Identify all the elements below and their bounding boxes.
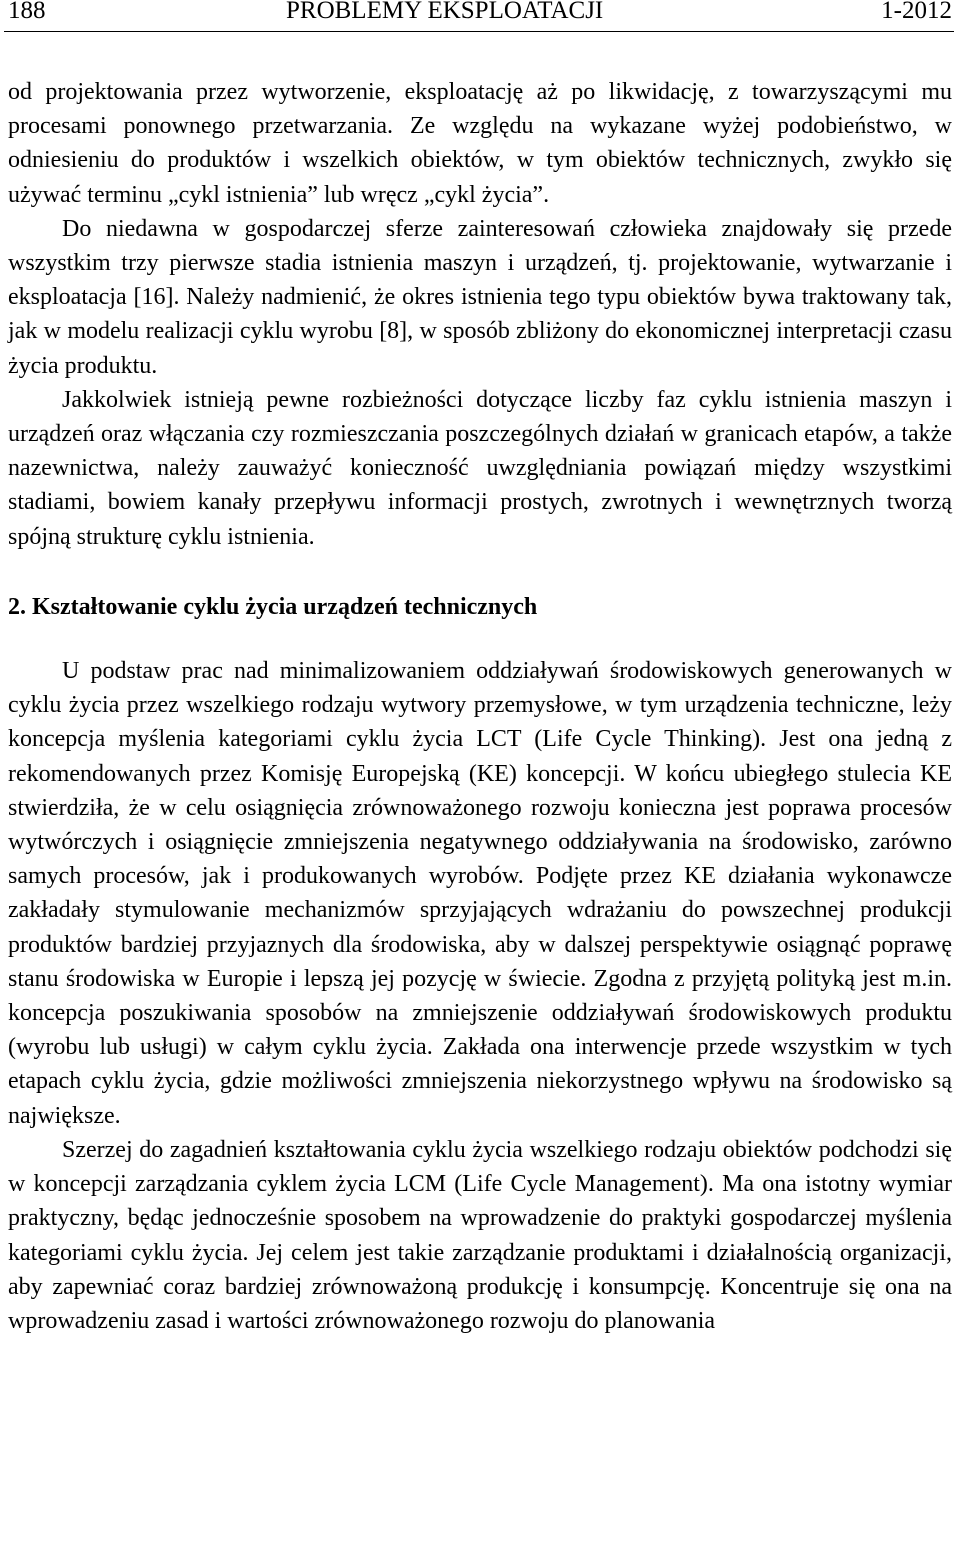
paragraph-3: Jakkolwiek istnieją pewne rozbieżności dotyczące liczby faz cyklu istnienia maszyn i urządzeń oraz włączania czy rozmieszczania poszczególnych działań w granicach etapów, a także nazewnictwa, należy zauważyć konieczność uwzględniania powiązań między wszystkimi stadiami, bowiem kanały przepływu informacji prostych, zwrotnych i wewnętrznych tworzą spójną strukturę cyklu istnienia. [8, 386, 952, 550]
paragraph-1: od projektowania przez wytworzenie, eksploatację aż po likwidację, z towarzyszącymi mu procesami ponownego przetwarzania. Ze względu na wykazane wyżej podobieństwo, w odniesieniu do produktów i wszelkich obiektów, w tym obiektów technicznych, zwykło się używać terminu „cykl istnienia” lub wręcz „cykl życia”. [8, 79, 952, 208]
header-rule [4, 31, 954, 32]
paragraph-2: Do niedawna w gospodarczej sferze zainteresowań człowieka znajdowały się przede wszystkim trzy pierwsze stadia istnienia maszyn i urządzeń, tj. projektowanie, wytwarzanie i eksploatacja [16]. Należy nadmienić, że okres istnienia tego typu obiektów bywa traktowany tak, jak w modelu realizacji cyklu wyrobu [8], w sposób zbliżony do ekonomicznej interpretacji czasu życia produktu. [8, 215, 952, 379]
section-paragraph-2: Szerzej do zagadnień kształtowania cyklu życia wszelkiego rodzaju obiektów podchodzi się w koncepcji zarządzania cyklem życia LCM (Life Cycle Management). Ma ona istotny wymiar praktyczny, będąc jednocześnie sposobem na wprowadzenie do praktyki gospodarczej myślenia kategoriami cyklu życia. Jej celem jest takie zarządzanie produktami i działalnością organizacji, aby zapewniać coraz bardziej zrównoważoną produkcję i konsumpcję. Koncentruje się ona na wprowadzeniu zasad i wartości zrównoważonego rozwoju do planowania [8, 1136, 952, 1334]
page-number: 188 [8, 0, 46, 24]
section-heading: 2. Kształtowanie cyklu życia urządzeń technicznych [8, 593, 538, 620]
running-header [8, 0, 952, 26]
journal-title: PROBLEMY EKSPLOATACJI [286, 0, 604, 24]
article-body [8, 75, 952, 1338]
section-paragraph-1: U podstaw prac nad minimalizowaniem oddziaływań środowiskowych generowanych w cyklu życia przez wszelkiego rodzaju wytwory przemysłowe, w tym urządzenia techniczne, leży koncepcja myślenia kategoriami cyklu życia LCT (Life Cycle Thinking). Jest ona jedną z rekomendowanych przez Komisję Europejską (KE) koncepcji. W końcu ubiegłego stulecia KE stwierdziła, że w celu osiągnięcia zrównoważonego rozwoju konieczna jest poprawa procesów wytwórczych i osiągnięcie zmniejszenia negatywnego oddziaływania na środowisko, zarówno samych procesów, jak i produkowanych wyrobów. Podjęte przez KE działania wykonawcze zakładały stymulowanie mechanizmów sprzyjających wdrażaniu do powszechnej produkcji produktów bardziej przyjaznych dla środowiska, aby w dalszej perspektywie osiągnąć poprawę stanu środowiska w Europie i lepszą jej pozycję w świecie. Zgodna z przyjętą polityką jest m.in. koncepcja poszukiwania sposobów na zmniejszenie oddziaływań środowiskowych produktu (wyrobu lub usługi) w całym cyklu życia. Zakłada ona interwencje przede wszystkim w tych etapach cyklu życia, gdzie możliwości zmniejszenia niekorzystnego wpływu na środowisko są największe. [8, 658, 952, 1129]
issue-number: 1-2012 [881, 0, 952, 24]
